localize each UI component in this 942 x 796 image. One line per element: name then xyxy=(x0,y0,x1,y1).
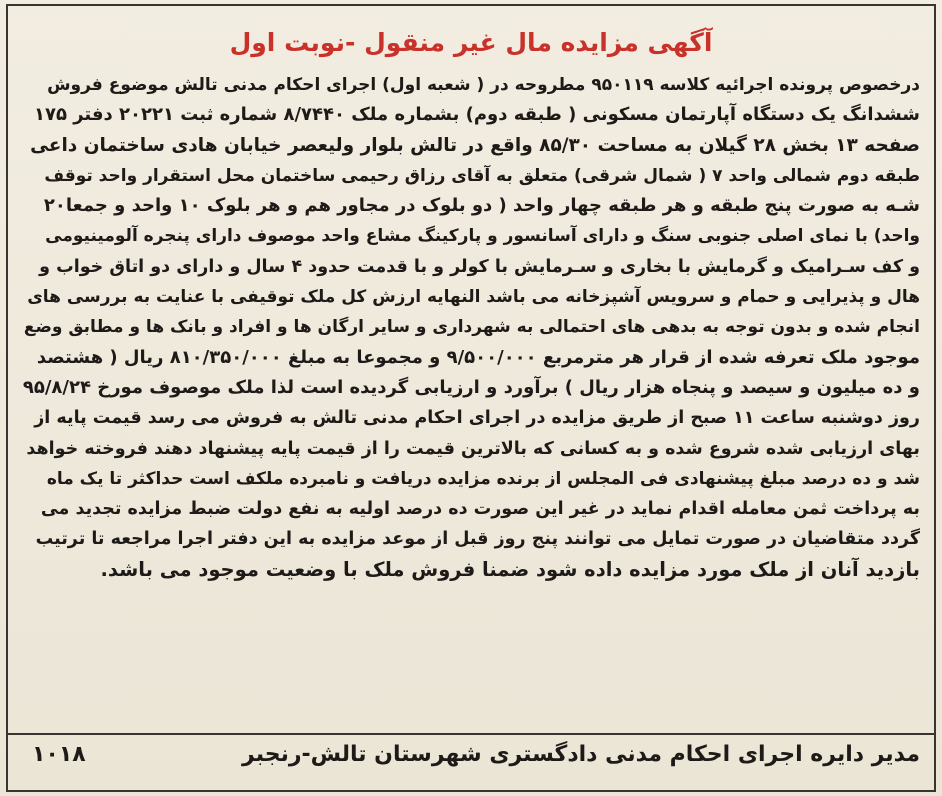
body-line: هال و پذیرایی و حمام و سرویس آشپزخانه می باشد النهایه ارزش کل ملک توقیفی با عنایت به بررسی های xyxy=(27,287,920,308)
body-line: گردد متقاضیان در صورت تمایل می توانند پنج روز قبل از موعد مزایده به این دفتر اجرا مراجعه تا ترتیب xyxy=(35,529,920,550)
body-line: طبقه دوم شمالی واحد ۷ ( شمال شرقی) متعلق به آقای رزاق رحیمی ساختمان محل استقرار واحد توقف xyxy=(44,165,920,186)
notice-title: آگهی مزایده مال غیر منقول -نوبت اول xyxy=(229,28,713,57)
body-line: انجام شده و بدون توجه به بدهی های احتمالی به شهرداری و سایر ارگان ها و افراد و بانک ها و مطابق وضع xyxy=(23,317,920,338)
body-line: به پرداخت ثمن معامله اقدام نماید در غیر این صورت ده درصد اولیه به نفع دولت ضبط مزایده تجدید می xyxy=(40,499,920,520)
body-line: شد و ده درصد مبلغ پیشنهادی فی المجلس از برنده مزایده دریافت و نامبرده ملکف است حداکثر تا یک ماه xyxy=(46,468,920,489)
body-line: ششدانگ یک دستگاه آپارتمان مسکونی ( طبقه دوم) بشماره ملک ۸/۷۴۴۰ شماره ثبت ۲۰۲۲۱ دفتر ۱۷۵ xyxy=(33,104,920,126)
body-line: واحد) با نمای اصلی جنوبی سنگ و دارای آسانسور و پارکینگ مشاع واحد موصوف دارای پنجره آلومینیومی xyxy=(45,226,920,247)
body-line: بازدید آنان از ملک مورد مزایده داده شود ضمنا فروش ملک با وضعیت موجود می باشد. xyxy=(100,557,920,581)
notice-body xyxy=(22,70,920,585)
body-line: شـه به صورت پنج طبقه و هر طبقه چهار واحد ( دو بلوک در مجاور هم و هر بلوک ۱۰ واحد و جمعا۲۰ xyxy=(43,195,920,217)
notice-code: ۱۰۱۸ xyxy=(32,742,86,767)
body-line: و کف سـرامیک و گرمایش با بخاری و سـرمایش با کولر و با قدمت حدود ۴ سال و دارای دو اتاق خواب و xyxy=(39,256,920,277)
signature-line: مدیر دایره اجرای احکام مدنی دادگستری شهرستان تالش-رنجبر xyxy=(242,742,920,767)
body-line: صفحه ۱۳ بخش ۲۸ گیلان به مساحت ۸۵/۳۰ واقع در تالش بلوار ولیعصر خیابان هادی ساختمان داعی xyxy=(30,134,920,156)
footer-divider xyxy=(8,733,934,735)
body-line: درخصوص پرونده اجرائیه کلاسه ۹۵۰۱۱۹ مطروحه در ( شعبه اول) اجرای احکام مدنی تالش موضوع فروش xyxy=(47,75,920,95)
body-line: روز دوشنبه ساعت ۱۱ صبح از طریق مزایده در اجرای احکام مدنی تالش به فروش می رسد قیمت پایه از xyxy=(34,408,920,429)
body-line: بهای ارزیابی شده شروع شده و به کسانی که بالاترین قیمت را از قیمت پایه پیشنهاد دهند فروخته خواهد xyxy=(26,438,920,459)
body-line: موجود ملک تعرفه شده از قرار هر مترمربع ۹/۵۰۰/۰۰۰ و مجموعا به مبلغ ۸۱۰/۳۵۰/۰۰۰ ریال ( هشتصد xyxy=(36,346,920,368)
body-line: و ده میلیون و سیصد و پنجاه هزار ریال ) برآورد و ارزیابی گردیده است لذا ملک موصوف مورخ ۹۵/۸/۲۴ xyxy=(22,376,920,398)
